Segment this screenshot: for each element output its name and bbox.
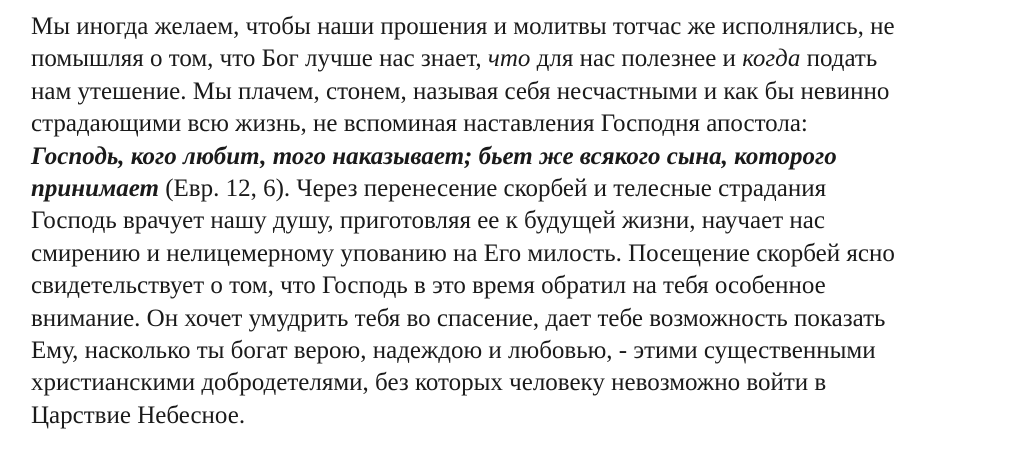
text-line-2 bbox=[31, 43, 1021, 75]
text-line-3: нам утешение. Мы плачем, стонем, называя себя несчастными и как бы невинно bbox=[31, 77, 890, 105]
text-segment: подать bbox=[800, 45, 878, 73]
document-body bbox=[31, 11, 1021, 432]
text-line-7: Господь врачует нашу душу, приготовляя ее к будущей жизни, научает нас bbox=[31, 207, 825, 235]
text-line-13: Царствие Небесное. bbox=[31, 401, 246, 429]
scripture-quote-end: принимает bbox=[31, 175, 159, 203]
text-line-9: свидетельствует о том, что Господь в это время обратил на тебя особенное bbox=[31, 272, 826, 300]
text-line-4: страдающими всю жизнь, не вспоминая наставления Господня апостола: bbox=[31, 110, 808, 138]
text-line-12: христианскими добродетелями, без которых человеку невозможно войти в bbox=[31, 369, 827, 397]
text-line-8: смирению и нелицемерному упованию на Его милость. Посещение скорбей ясно bbox=[31, 239, 895, 267]
italic-word-what: что bbox=[487, 45, 531, 73]
text-line-6 bbox=[31, 173, 1021, 205]
scripture-quote: Господь, кого любит, того наказывает; бьет же всякого сына, которого bbox=[31, 142, 837, 170]
text-segment: для нас полезнее и bbox=[530, 45, 743, 73]
text-segment: (Евр. 12, 6). Через перенесение скорбей и телесные страдания bbox=[158, 175, 827, 203]
text-line-10: внимание. Он хочет умудрить тебя во спасение, дает тебе возможность показать bbox=[31, 304, 886, 332]
text-line-11: Ему, насколько ты богат верою, надеждою и любовью, - этими существенными bbox=[31, 337, 876, 365]
text-line-1: Мы иногда желаем, чтобы наши прошения и молитвы тотчас же исполнялись, не bbox=[31, 13, 895, 40]
italic-word-when: когда bbox=[742, 45, 801, 73]
text-segment: помышляя о том, что Бог лучше нас знает, bbox=[31, 45, 488, 73]
